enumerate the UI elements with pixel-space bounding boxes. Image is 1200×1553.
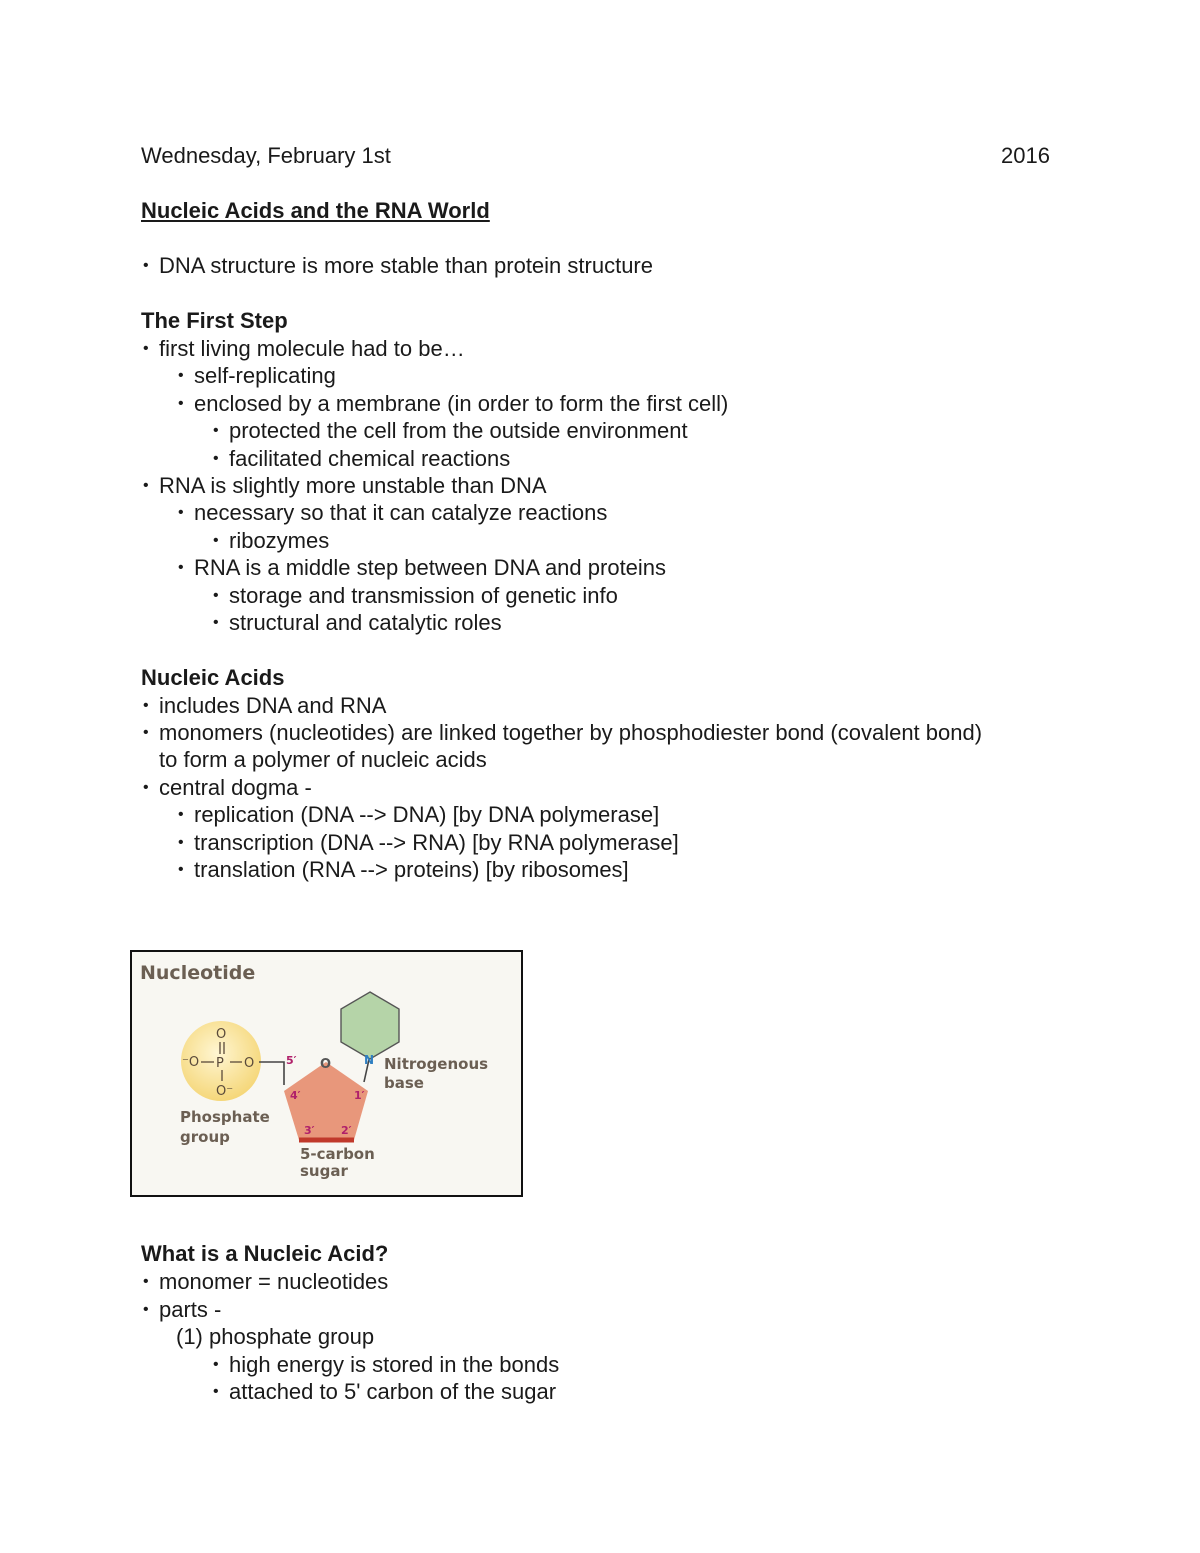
nucleotide-diagram [132, 952, 521, 1195]
list-item: attached to 5' carbon of the sugar [229, 1379, 557, 1404]
list-item: structural and catalytic roles [229, 610, 502, 635]
list-item: transcription (DNA --> RNA) [by RNA polymerase] [194, 830, 679, 855]
svg-text:O⁻: O⁻ [216, 1084, 234, 1099]
list-item: enclosed by a membrane (in order to form the first cell) [194, 391, 729, 416]
svg-text:O: O [244, 1056, 255, 1071]
ring-oxygen-label: O [320, 1057, 332, 1072]
bullet-icon: • [213, 614, 219, 631]
section-heading-nucleic-acids: Nucleic Acids [141, 665, 285, 690]
figure-title: Nucleotide [140, 962, 256, 984]
phosphate-label-line1: Phosphate [180, 1108, 270, 1126]
bullet-icon: • [143, 779, 149, 796]
bullet-icon: • [143, 1273, 149, 1290]
list-item: includes DNA and RNA [159, 693, 387, 718]
bullet-icon: • [143, 340, 149, 357]
bullet-icon: • [178, 504, 184, 521]
bullet-icon: • [213, 422, 219, 439]
list-item: RNA is slightly more unstable than DNA [159, 473, 547, 498]
bullet-icon: • [213, 532, 219, 549]
carbon-1-label: 1′ [354, 1089, 365, 1102]
list-item: (1) phosphate group [176, 1324, 375, 1349]
list-item: monomer = nucleotides [159, 1269, 389, 1294]
list-item: necessary so that it can catalyze reactions [194, 500, 608, 525]
bullet-icon: • [178, 395, 184, 412]
svg-text:P: P [216, 1056, 224, 1071]
svg-text:O: O [216, 1027, 227, 1042]
list-item: parts - [159, 1297, 222, 1322]
list-item: central dogma - [159, 775, 312, 800]
carbon-5-label: 5′ [286, 1054, 297, 1067]
bullet-icon: • [178, 806, 184, 823]
nitrogen-label: N [364, 1053, 375, 1067]
list-item-continuation: to form a polymer of nucleic acids [159, 747, 487, 772]
bullet-icon: • [143, 724, 149, 741]
bullet-icon: • [143, 1301, 149, 1318]
list-item: protected the cell from the outside environment [229, 418, 688, 443]
sugar-label-line1: 5-carbon [300, 1145, 375, 1163]
list-item: ribozymes [229, 528, 330, 553]
bullet-icon: • [178, 861, 184, 878]
sugar-label-line2: sugar [300, 1162, 348, 1180]
phosphate-sugar-bond [259, 1062, 284, 1085]
base-label-line2: base [384, 1074, 424, 1092]
bullet-icon: • [213, 587, 219, 604]
bullet-icon: • [143, 257, 149, 274]
date-text: Wednesday, February 1st [141, 143, 391, 168]
base-label-line1: Nitrogenous [384, 1055, 489, 1073]
nucleotide-figure [130, 950, 523, 1197]
list-item: high energy is stored in the bonds [229, 1352, 560, 1377]
phosphate-label-line2: group [180, 1128, 230, 1146]
year-text: 2016 [1001, 143, 1050, 168]
list-item: facilitated chemical reactions [229, 446, 511, 471]
carbon-2-label: 2′ [341, 1124, 352, 1137]
list-item: replication (DNA --> DNA) [by DNA polymerase] [194, 802, 660, 827]
page-title: Nucleic Acids and the RNA World [141, 198, 490, 223]
list-item: RNA is a middle step between DNA and proteins [194, 555, 667, 580]
list-item: translation (RNA --> proteins) [by ribosomes] [194, 857, 629, 882]
bullet-icon: • [178, 834, 184, 851]
bullet-icon: • [178, 367, 184, 384]
intro-bullet: DNA structure is more stable than protein structure [159, 253, 653, 278]
bullet-icon: • [178, 559, 184, 576]
bullet-icon: • [213, 1356, 219, 1373]
bullet-icon: • [213, 450, 219, 467]
svg-text:⁻O: ⁻O [182, 1055, 200, 1070]
bullet-icon: • [213, 1383, 219, 1400]
section-heading-what-is: What is a Nucleic Acid? [141, 1241, 389, 1266]
list-item: self-replicating [194, 363, 336, 388]
bullet-icon: • [143, 477, 149, 494]
section-heading-first-step: The First Step [141, 308, 288, 333]
carbon-3-label: 3′ [304, 1124, 315, 1137]
list-item: monomers (nucleotides) are linked together by phosphodiester bond (covalent bond) [159, 720, 983, 745]
list-item: storage and transmission of genetic info [229, 583, 618, 608]
list-item: first living molecule had to be… [159, 336, 465, 361]
base-hexagon [341, 992, 399, 1059]
bullet-icon: • [143, 697, 149, 714]
carbon-4-label: 4′ [290, 1089, 301, 1102]
